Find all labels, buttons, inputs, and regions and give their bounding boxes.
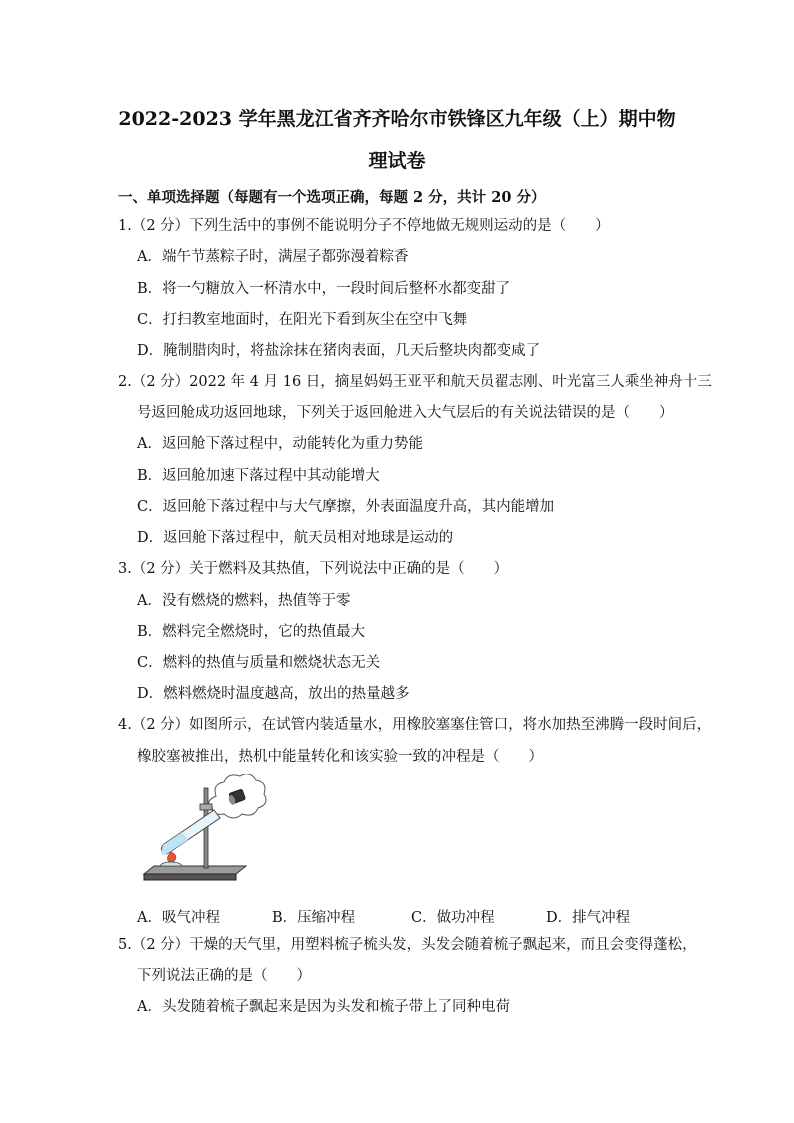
section-heading: 一、单项选择题（每题有一个选项正确，每题 2 分，共计 20 分）	[118, 189, 546, 206]
question-4-option-c: C．做功冲程	[411, 910, 495, 926]
question-4-stem-continued: 橡胶塞被推出，热机中能量转化和该实验一致的冲程是（ ）	[137, 749, 543, 765]
question-3-option-a: A．没有燃烧的燃料，热值等于零	[137, 593, 351, 609]
question-5-stem-continued: 下列说法正确的是（ ）	[137, 968, 311, 984]
exam-title-line-2: 理试卷	[368, 150, 426, 172]
question-4-stem: 4.（2 分）如图所示，在试管内装适量水，用橡胶塞塞住管口，将水加热至沸腾一段时间后，	[118, 717, 712, 733]
test-tube	[161, 810, 220, 855]
question-2-stem-continued: 号返回舱成功返回地球，下列关于返回舱进入大气层后的有关说法错误的是（ ）	[137, 405, 674, 421]
question-2-stem: 2.（2 分）2022 年 4 月 16 日，摘星妈妈王亚平和航天员翟志刚、叶光富三人乘坐神舟十三	[118, 374, 712, 390]
question-1-option-c: C．打扫教室地面时，在阳光下看到灰尘在空中飞舞	[137, 312, 468, 328]
question-1-option-d: D．腌制腊肉时，将盐涂抹在猪肉表面，几天后整块肉都变咸了	[137, 343, 541, 359]
question-2-option-c: C．返回舱下落过程中与大气摩擦，外表面温度升高，其内能增加	[137, 499, 555, 515]
steam-cloud-icon	[209, 774, 266, 818]
question-5-stem: 5.（2 分）干燥的天气里，用塑料梳子梳头发，头发会随着梳子飘起来，而且会变得蓬松，	[118, 937, 697, 953]
question-3-option-c: C．燃料的热值与质量和燃烧状态无关	[137, 655, 381, 671]
question-3-option-b: B．燃料完全燃烧时，它的热值最大	[137, 624, 366, 640]
question-4-option-d: D．排气冲程	[546, 910, 631, 926]
question-1-option-b: B．将一勺糖放入一杯清水中，一段时间后整杯水都变甜了	[137, 281, 511, 297]
question-4-option-a: A．吸气冲程	[137, 910, 220, 926]
test-tube-experiment-figure	[138, 774, 268, 890]
clamp	[200, 804, 212, 810]
question-1-stem: 1.（2 分）下列生活中的事例不能说明分子不停地做无规则运动的是（ ）	[118, 218, 610, 234]
question-4-option-b: B．压缩冲程	[272, 910, 356, 926]
question-2-option-d: D．返回舱下落过程中，航天员相对地球是运动的	[137, 530, 454, 546]
question-1-option-a: A．端午节蒸粽子时，满屋子都弥漫着粽香	[137, 249, 409, 265]
exam-title-line-1: 2022-2023 学年黑龙江省齐齐哈尔市铁锋区九年级（上）期中物	[118, 108, 676, 130]
question-3-option-d: D．燃料燃烧时温度越高，放出的热量越多	[137, 686, 410, 702]
question-3-stem: 3.（2 分）关于燃料及其热值，下列说法中正确的是（ ）	[118, 561, 509, 577]
question-2-option-b: B．返回舱加速下落过程中其动能增大	[137, 468, 380, 484]
question-5-option-a: A．头发随着梳子飘起来是因为头发和梳子带上了同种电荷	[137, 999, 510, 1015]
stand-base	[144, 866, 246, 880]
question-2-option-a: A．返回舱下落过程中，动能转化为重力势能	[137, 436, 423, 452]
alcohol-lamp	[160, 860, 182, 866]
